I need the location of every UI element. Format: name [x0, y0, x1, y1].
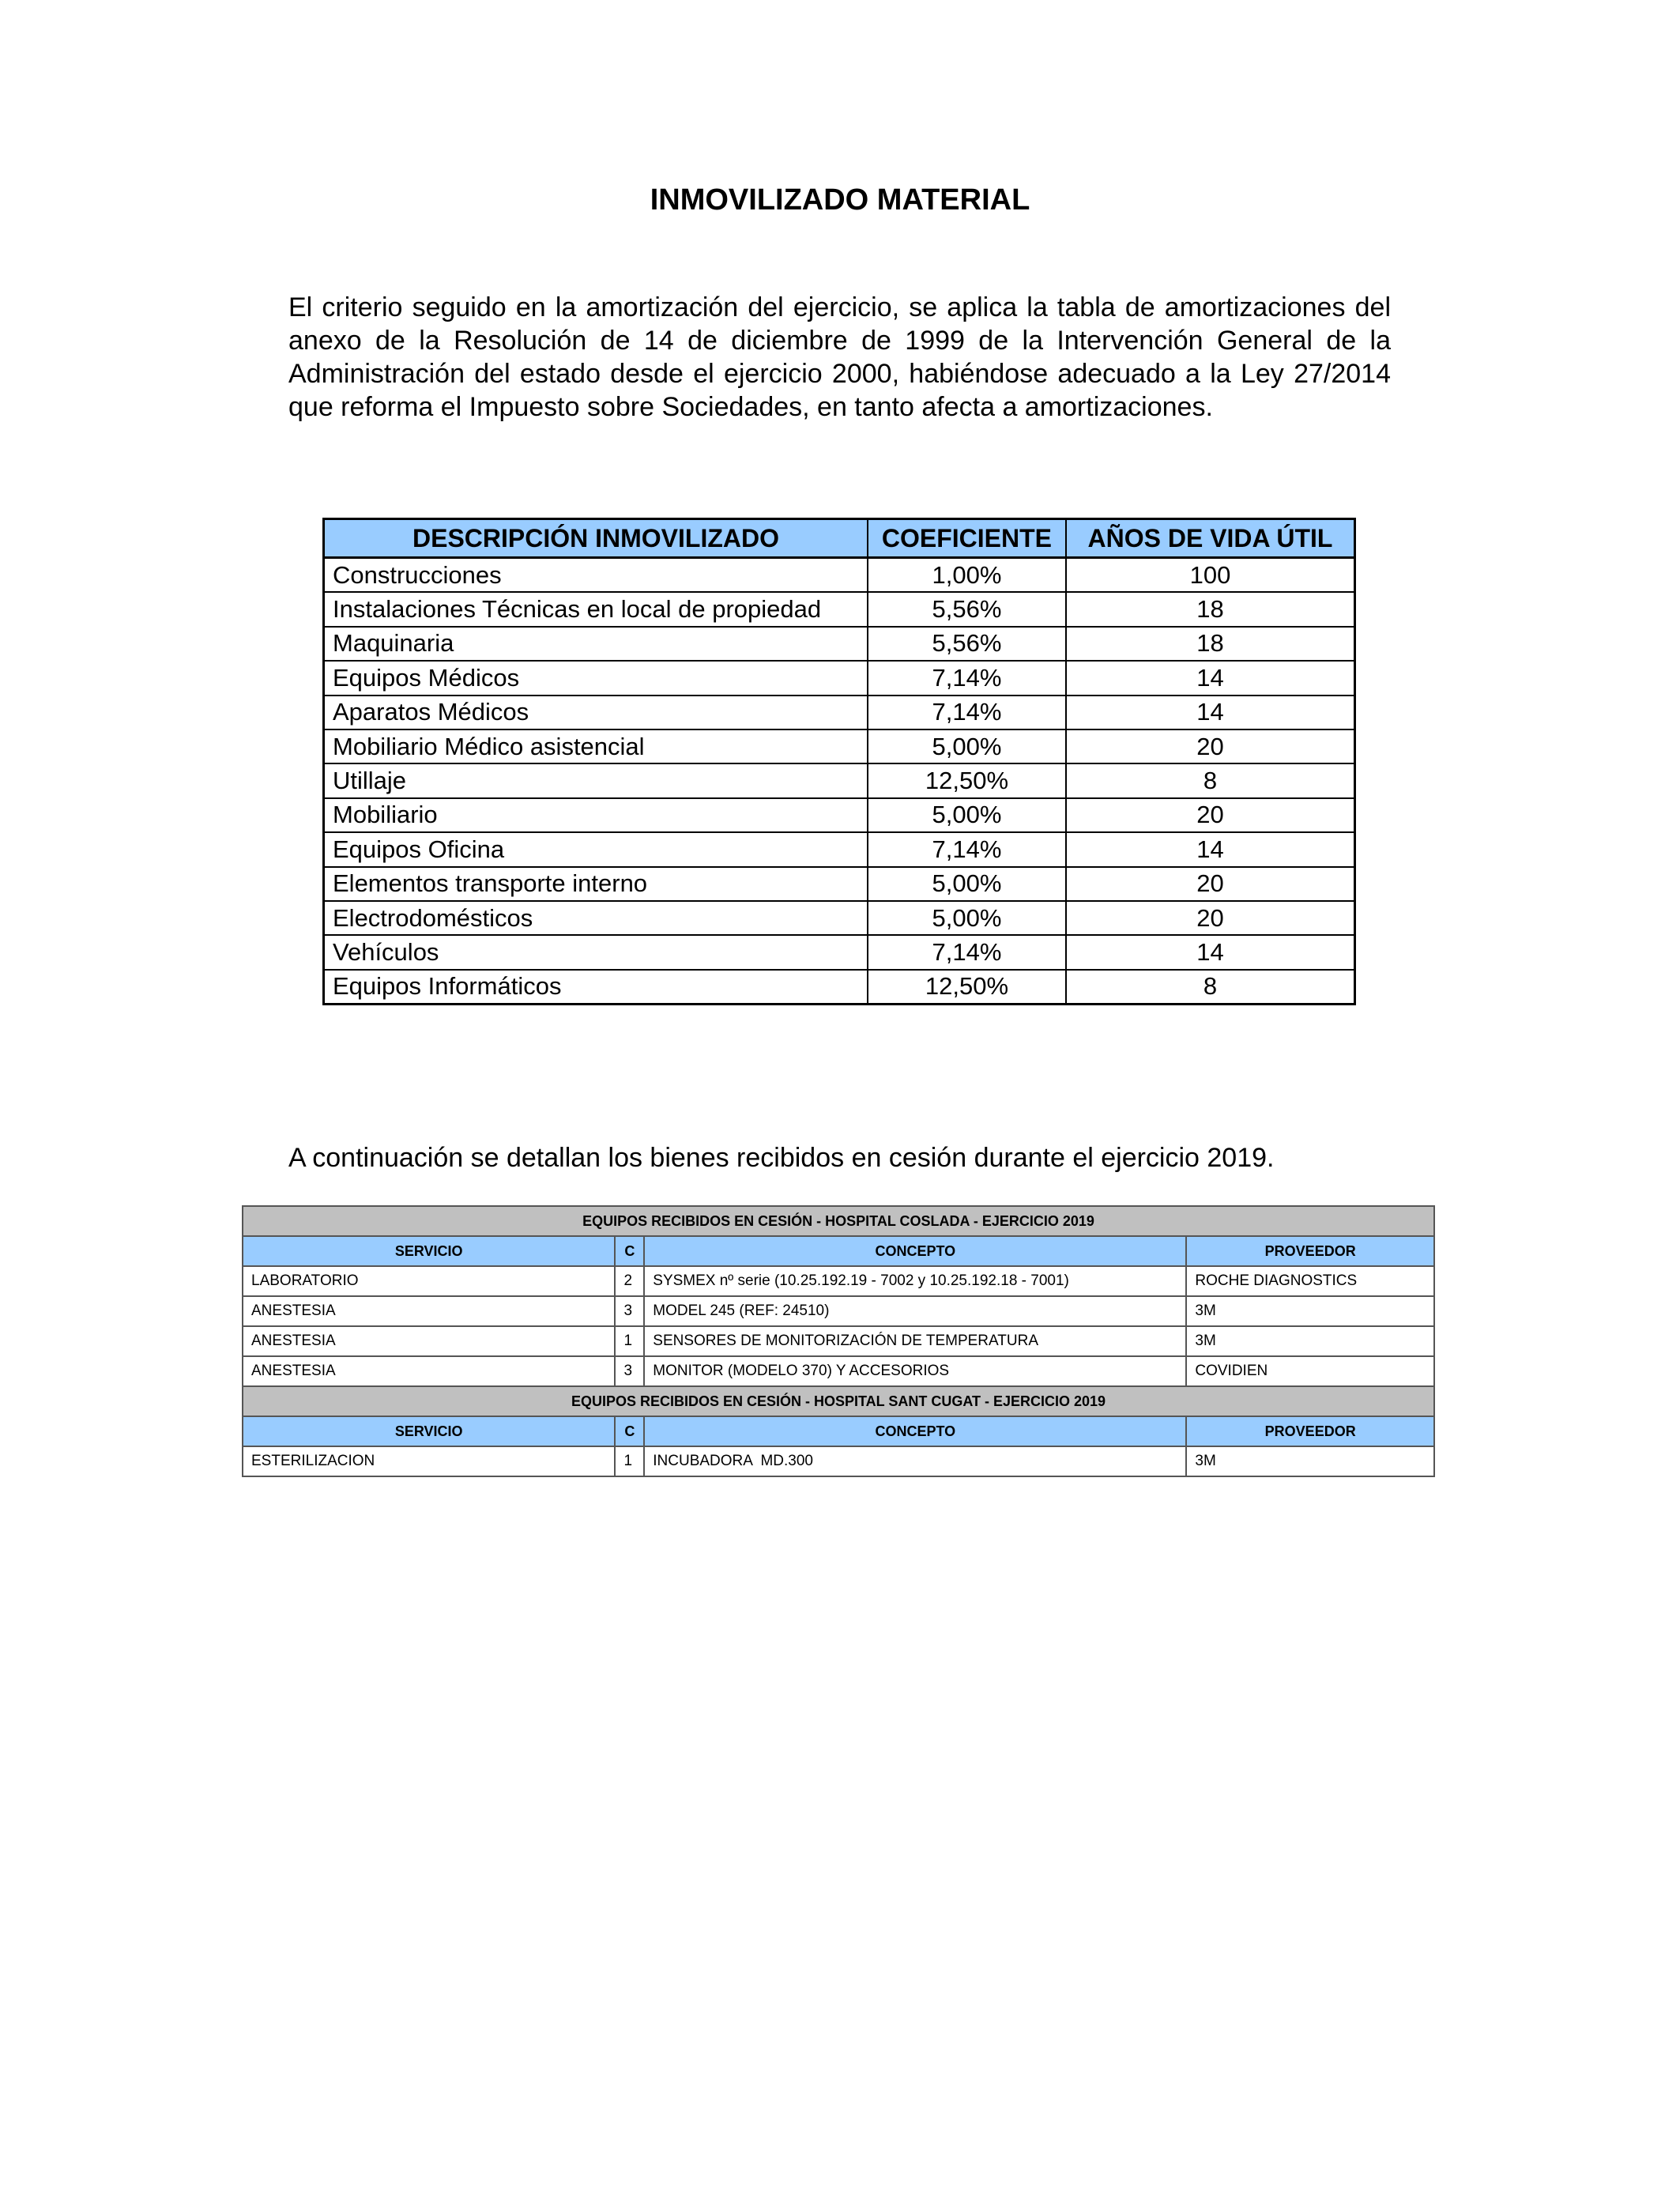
- cell-years: 14: [1066, 832, 1355, 866]
- cell-description: Vehículos: [324, 935, 868, 969]
- cell-proveedor: 3M: [1186, 1326, 1434, 1356]
- cesion-group-title: EQUIPOS RECIBIDOS EN CESIÓN - HOSPITAL COSLADA - EJERCICIO 2019: [243, 1206, 1434, 1236]
- cell-years: 8: [1066, 970, 1355, 1005]
- table-row: [324, 798, 1355, 832]
- cell-years: 20: [1066, 867, 1355, 901]
- header-c: C: [615, 1416, 644, 1446]
- intro-paragraph: El criterio seguido en la amortización del ejercicio, se aplica la tabla de amortizaciones del anexo de la Resolución de 14 de diciembre de 1999 de la Intervención General de la Administración del estado desde el ejercicio 2000, habiéndose adecuado a la Ley 27/2014 que reforma el Impuesto sobre Sociedades, en tanto afecta a amortizaciones.: [288, 292, 1391, 422]
- amortization-table: [322, 518, 1356, 1005]
- cesion-table-body: [243, 1206, 1434, 1476]
- header-proveedor: PROVEEDOR: [1186, 1236, 1434, 1266]
- cell-description: Utillaje: [324, 763, 868, 797]
- cell-coefficient: 12,50%: [868, 970, 1066, 1005]
- cell-description: Equipos Oficina: [324, 832, 868, 866]
- cesion-intro: A continuación se detallan los bienes recibidos en cesión durante el ejercicio 2019.: [288, 1143, 1275, 1173]
- table-row: [324, 558, 1355, 593]
- cell-servicio: ANESTESIA: [243, 1356, 615, 1386]
- cell-servicio: ANESTESIA: [243, 1296, 615, 1326]
- table-row: [324, 832, 1355, 866]
- cell-years: 20: [1066, 798, 1355, 832]
- cell-description: Equipos Informáticos: [324, 970, 868, 1005]
- cell-concepto: MONITOR (MODELO 370) Y ACCESORIOS: [644, 1356, 1186, 1386]
- cell-proveedor: COVIDIEN: [1186, 1356, 1434, 1386]
- cell-years: 18: [1066, 592, 1355, 626]
- cell-years: 18: [1066, 627, 1355, 661]
- cell-years: 14: [1066, 661, 1355, 695]
- cell-description: Mobiliario Médico asistencial: [324, 729, 868, 763]
- cell-description: Instalaciones Técnicas en local de propiedad: [324, 592, 868, 626]
- cell-proveedor: 3M: [1186, 1446, 1434, 1476]
- cell-coefficient: 5,56%: [868, 592, 1066, 626]
- table-row: [243, 1326, 1434, 1356]
- table-row: [324, 661, 1355, 695]
- amortization-header-row: [324, 519, 1355, 558]
- cell-years: 8: [1066, 763, 1355, 797]
- cell-servicio: ESTERILIZACION: [243, 1446, 615, 1476]
- cell-years: 100: [1066, 558, 1355, 593]
- header-c: C: [615, 1236, 644, 1266]
- header-servicio: SERVICIO: [243, 1236, 615, 1266]
- cesion-header-row: [243, 1416, 1434, 1446]
- table-row: [324, 901, 1355, 935]
- cell-concepto: SENSORES DE MONITORIZACIÓN DE TEMPERATURA: [644, 1326, 1186, 1356]
- cell-concepto: MODEL 245 (REF: 24510): [644, 1296, 1186, 1326]
- amortization-table-body: [324, 558, 1355, 1005]
- cell-coefficient: 5,00%: [868, 729, 1066, 763]
- cell-c: 1: [615, 1326, 644, 1356]
- cell-coefficient: 5,00%: [868, 901, 1066, 935]
- header-description: DESCRIPCIÓN INMOVILIZADO: [324, 519, 868, 558]
- table-row: [324, 935, 1355, 969]
- cell-coefficient: 7,14%: [868, 935, 1066, 969]
- table-row: [243, 1266, 1434, 1296]
- cell-coefficient: 7,14%: [868, 661, 1066, 695]
- cell-description: Electrodomésticos: [324, 901, 868, 935]
- table-row: [324, 970, 1355, 1005]
- header-concepto: CONCEPTO: [644, 1236, 1186, 1266]
- cell-description: Aparatos Médicos: [324, 696, 868, 729]
- table-row: [324, 763, 1355, 797]
- cell-description: Maquinaria: [324, 627, 868, 661]
- cell-concepto: SYSMEX nº serie (10.25.192.19 - 7002 y 10.25.192.18 - 7001): [644, 1266, 1186, 1296]
- cesion-header-row: [243, 1236, 1434, 1266]
- cell-description: Mobiliario: [324, 798, 868, 832]
- table-row: [324, 627, 1355, 661]
- cell-servicio: LABORATORIO: [243, 1266, 615, 1296]
- cesion-table: [242, 1205, 1435, 1477]
- cell-coefficient: 7,14%: [868, 832, 1066, 866]
- header-coefficient: COEFICIENTE: [868, 519, 1066, 558]
- table-row: [324, 592, 1355, 626]
- header-servicio: SERVICIO: [243, 1416, 615, 1446]
- cell-c: 1: [615, 1446, 644, 1476]
- cell-proveedor: ROCHE DIAGNOSTICS: [1186, 1266, 1434, 1296]
- cell-description: Construcciones: [324, 558, 868, 593]
- cell-years: 20: [1066, 901, 1355, 935]
- cell-coefficient: 7,14%: [868, 696, 1066, 729]
- cell-years: 20: [1066, 729, 1355, 763]
- table-row: [324, 729, 1355, 763]
- table-row: [243, 1356, 1434, 1386]
- cesion-group-title-row: [243, 1206, 1434, 1236]
- cesion-group-title-row: [243, 1386, 1434, 1416]
- header-years: AÑOS DE VIDA ÚTIL: [1066, 519, 1355, 558]
- cell-years: 14: [1066, 935, 1355, 969]
- cell-description: Equipos Médicos: [324, 661, 868, 695]
- table-row: [324, 696, 1355, 729]
- cesion-group-title: EQUIPOS RECIBIDOS EN CESIÓN - HOSPITAL SANT CUGAT - EJERCICIO 2019: [243, 1386, 1434, 1416]
- cell-coefficient: 5,56%: [868, 627, 1066, 661]
- table-row: [243, 1296, 1434, 1326]
- cell-concepto: INCUBADORA MD.300: [644, 1446, 1186, 1476]
- cell-description: Elementos transporte interno: [324, 867, 868, 901]
- page-title: INMOVILIZADO MATERIAL: [650, 183, 1030, 217]
- header-proveedor: PROVEEDOR: [1186, 1416, 1434, 1446]
- cell-coefficient: 5,00%: [868, 867, 1066, 901]
- cell-coefficient: 5,00%: [868, 798, 1066, 832]
- cell-servicio: ANESTESIA: [243, 1326, 615, 1356]
- header-concepto: CONCEPTO: [644, 1416, 1186, 1446]
- cell-years: 14: [1066, 696, 1355, 729]
- cell-c: 3: [615, 1356, 644, 1386]
- cell-coefficient: 12,50%: [868, 763, 1066, 797]
- table-row: [243, 1446, 1434, 1476]
- table-row: [324, 867, 1355, 901]
- cell-proveedor: 3M: [1186, 1296, 1434, 1326]
- cell-c: 3: [615, 1296, 644, 1326]
- cell-c: 2: [615, 1266, 644, 1296]
- cell-coefficient: 1,00%: [868, 558, 1066, 593]
